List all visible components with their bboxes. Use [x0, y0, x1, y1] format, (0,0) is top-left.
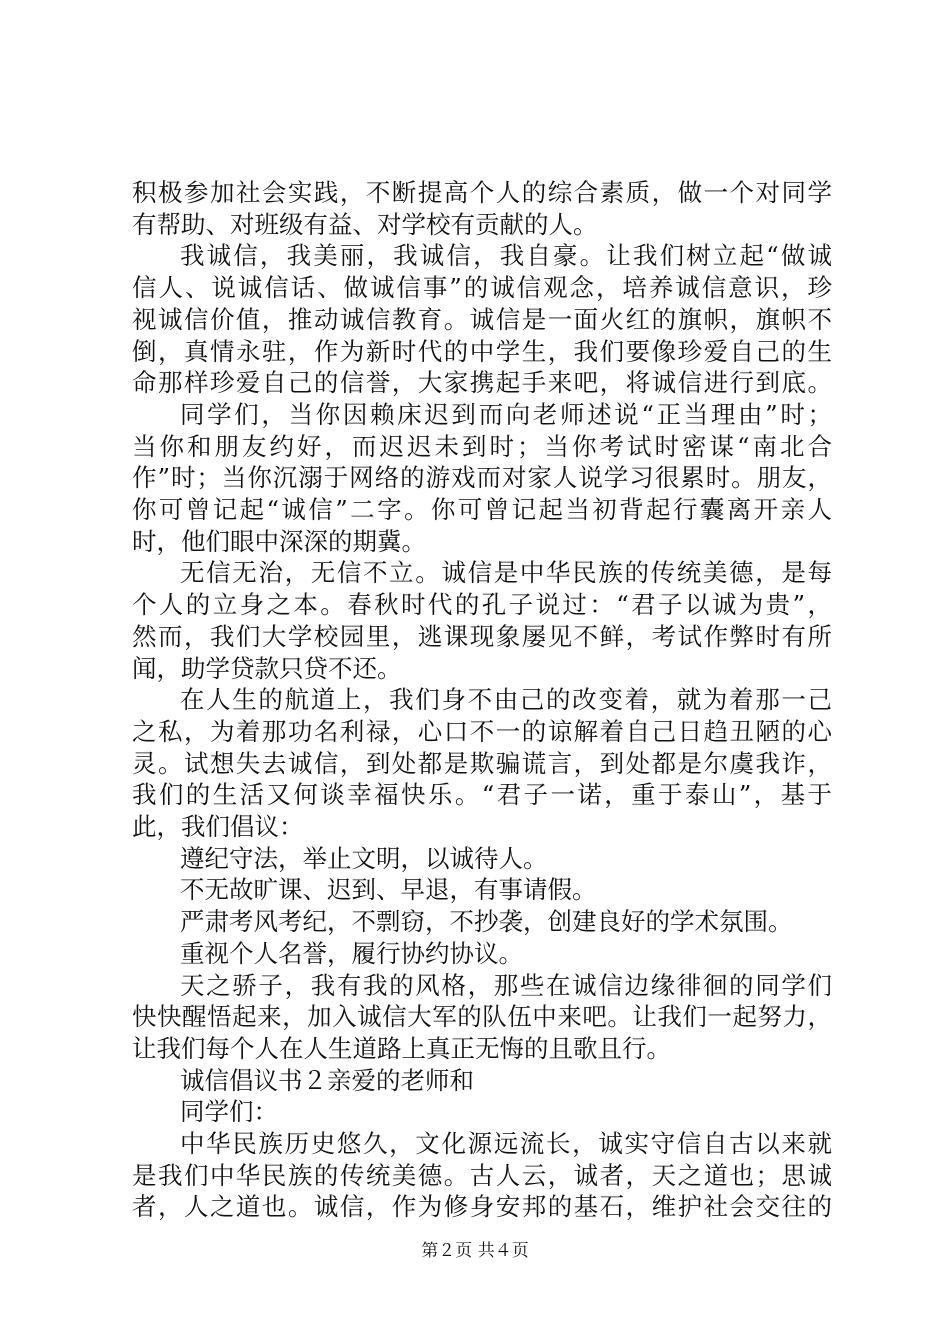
text-line: 然而，我们大学校园里，逃课现象屡见不鲜，考试作弊时有所: [132, 621, 832, 651]
text-line: 重视个人名誉，履行协约协议。: [180, 938, 523, 968]
text-line: 积极参加社会实践，不断提高个人的综合素质，做一个对同学: [132, 178, 832, 207]
text-line: 当你和朋友约好，而迟迟未到时；当你考试时密谋“南北合: [132, 431, 832, 461]
text-line: 视诚信价值，推动诚信教育。诚信是一面火红的旗帜，旗帜不: [132, 304, 832, 334]
text-line: 快快醒悟起来，加入诚信大军的队伍中来吧。让我们一起努力，: [132, 1002, 832, 1032]
text-line: 中华民族历史悠久，文化源远流长，诚实守信自古以来就: [180, 1129, 832, 1158]
text-line: 个人的立身之本。春秋时代的孔子说过：“君子以诚为贵”，: [132, 590, 832, 620]
text-line: 同学们，当你因赖床迟到而向老师述说“正当理由”时；: [180, 399, 832, 429]
text-line: 严肃考风考纪，不剽窃，不抄袭，创建良好的学术氛围。: [180, 907, 793, 937]
text-line: 灵。试想失去诚信，到处都是欺骗谎言，到处都是尔虞我诈，: [132, 748, 832, 778]
text-line: 在人生的航道上，我们身不由己的改变着，就为着那一己: [180, 685, 832, 715]
text-line: 你可曾记起“诚信”二字。你可曾记起当初背起行囊离开亲人: [132, 495, 832, 524]
text-line: 天之骄子，我有我的风格，那些在诚信边缘徘徊的同学们: [180, 970, 832, 1000]
text-line: 我们的生活又何谈幸福快乐。“君子一诺，重于泰山”，基于: [132, 780, 832, 810]
text-line: 倒，真情永驻，作为新时代的中学生，我们要像珍爱自己的生: [132, 336, 832, 366]
text-line: 者，人之道也。诚信，作为修身安邦的基石，维护社会交往的: [132, 1192, 832, 1222]
text-line: 同学们：: [180, 1097, 278, 1127]
text-line: 诚信倡议书２亲爱的老师和: [180, 1065, 474, 1095]
text-line: 作”时；当你沉溺于网络的游戏而对家人说学习很累时。朋友，: [132, 463, 832, 493]
text-line: 时，他们眼中深深的期冀。: [132, 526, 426, 556]
page-footer: 第２页 共４页: [421, 1241, 529, 1261]
text-line: 是我们中华民族的传统美德。古人云，诚者，天之道也；思诚: [132, 1160, 832, 1190]
text-line: 之私，为着那功名利禄，心口不一的谅解着自己日趋丑陋的心: [132, 716, 832, 746]
text-line: 此，我们倡议：: [132, 812, 304, 841]
text-line: 我诚信，我美丽，我诚信，我自豪。让我们树立起“做诚: [180, 241, 832, 271]
text-line: 命那样珍爱自己的信誉，大家携起手来吧，将诚信进行到底。: [132, 368, 832, 398]
text-line: 遵纪守法，举止文明，以诚待人。: [180, 843, 548, 873]
text-line: 有帮助、对班级有益、对学校有贡献的人。: [132, 209, 598, 239]
text-line: 让我们每个人在人生道路上真正无悔的且歌且行。: [132, 1033, 671, 1063]
text-line: 不无故旷课、迟到、早退，有事请假。: [180, 875, 597, 905]
text-line: 无信无治，无信不立。诚信是中华民族的传统美德，是每: [180, 558, 832, 588]
text-line: 信人、说诚信话、做诚信事”的诚信观念，培养诚信意识，珍: [132, 273, 832, 303]
text-line: 闻，助学贷款只贷不还。: [132, 653, 402, 683]
